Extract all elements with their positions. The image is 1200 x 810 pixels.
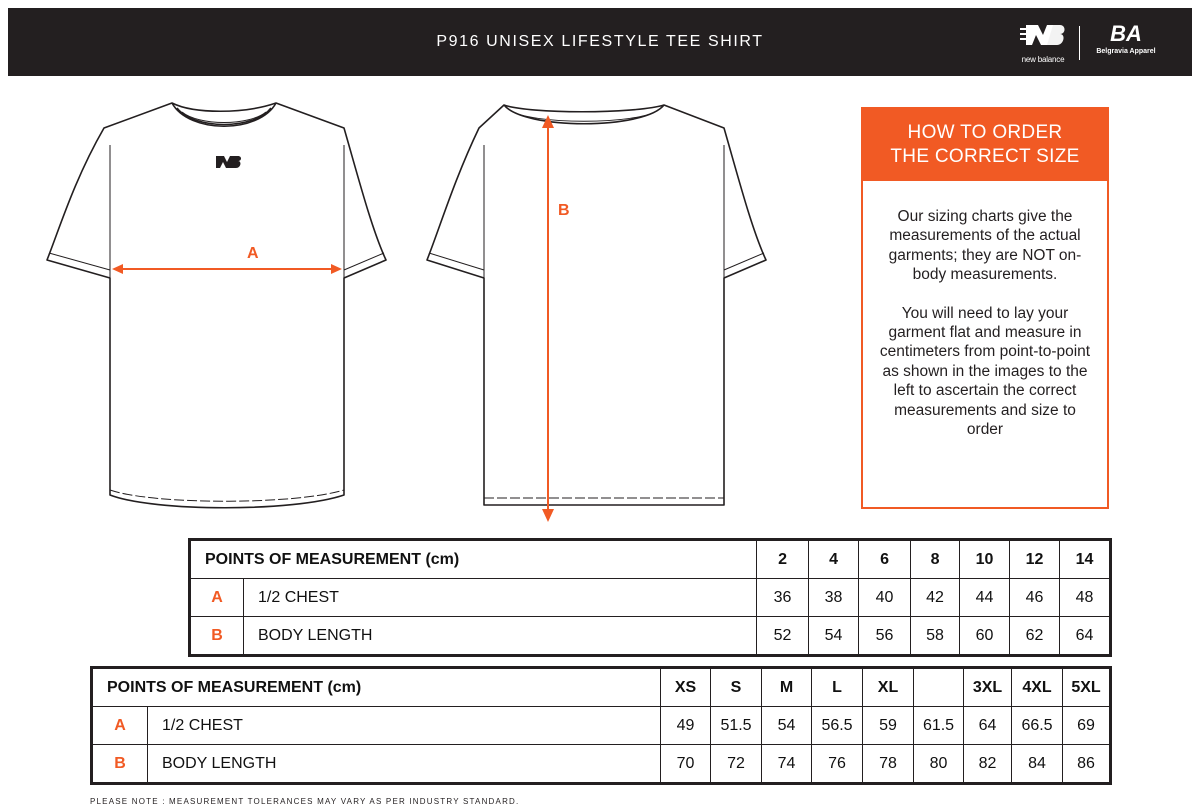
measurement-value: 70 [661,745,711,784]
belgravia-label: Belgravia Apparel [1096,48,1156,55]
measurement-value: 80 [914,745,964,784]
size-table-adult [90,666,1112,785]
measurement-value: 36 [757,579,809,617]
measurement-value: 56 [859,617,911,656]
how-to-order-title-line2: THE CORRECT SIZE [890,146,1080,167]
header-bar [8,8,1192,76]
measurement-name: 1/2 CHEST [244,579,757,617]
measurement-value: 74 [762,745,812,784]
measurement-value: 82 [964,745,1012,784]
measurement-value: 54 [809,617,859,656]
measurement-value: 46 [1010,579,1060,617]
table-row [92,745,1111,784]
new-balance-icon [1020,22,1066,48]
measurement-value: 64 [1060,617,1111,656]
measurement-value: 59 [863,707,914,745]
table-row [92,707,1111,745]
info-paragraph-2: You will need to lay your garment flat and measure in centimeters from point-to-point as shown in the images to the left to ascertain the correct measurements and size to order [879,304,1091,439]
size-header: 4 [809,540,859,579]
measurement-value: 48 [1060,579,1111,617]
size-header: L [812,668,863,707]
size-table-kids [188,538,1112,657]
size-header: 5XL [1063,668,1111,707]
size-header: 10 [960,540,1010,579]
measurement-value: 40 [859,579,911,617]
info-paragraph-1: Our sizing charts give the measurements of the actual garments; they are NOT on-body measurements. [888,208,1082,284]
measurement-value: 76 [812,745,863,784]
size-header [914,668,964,707]
measurement-value: 86 [1063,745,1111,784]
dimension-label-b: B [558,202,570,219]
measurement-value: 58 [911,617,960,656]
measurement-value: 54 [762,707,812,745]
size-header: 3XL [964,668,1012,707]
how-to-order-title [863,109,1107,181]
belgravia-mark: BA [1110,21,1142,46]
size-header: 6 [859,540,911,579]
shirt-back-diagram [424,100,769,525]
table-header-row [92,668,1111,707]
measurement-letter: B [190,617,244,656]
measurement-name: BODY LENGTH [244,617,757,656]
measurement-value: 69 [1063,707,1111,745]
new-balance-label: new balance [1021,55,1065,64]
measurement-value: 64 [964,707,1012,745]
logo-divider [1079,26,1080,60]
how-to-order-title-line1: HOW TO ORDER [907,122,1063,143]
measurement-value: 38 [809,579,859,617]
page-title: P916 UNISEX LIFESTYLE TEE SHIRT [436,33,764,50]
size-header: 12 [1010,540,1060,579]
measurement-value: 49 [661,707,711,745]
measurement-value: 44 [960,579,1010,617]
measurement-letter: B [92,745,148,784]
how-to-order-body [863,181,1107,439]
points-of-measurement-header: POINTS OF MEASUREMENT (cm) [190,540,757,579]
measurement-value: 78 [863,745,914,784]
measurement-value: 72 [711,745,762,784]
size-header: 4XL [1012,668,1063,707]
measurement-name: 1/2 CHEST [148,707,661,745]
measurement-name: BODY LENGTH [148,745,661,784]
tolerance-note: PLEASE NOTE : MEASUREMENT TOLERANCES MAY VARY AS PER INDUSTRY STANDARD. [90,797,520,806]
size-header: 14 [1060,540,1111,579]
measurement-value: 52 [757,617,809,656]
size-header: 8 [911,540,960,579]
how-to-order-box [861,107,1109,509]
measurement-value: 66.5 [1012,707,1063,745]
size-header: XL [863,668,914,707]
size-header: 2 [757,540,809,579]
measurement-value: 56.5 [812,707,863,745]
dimension-label-a: A [247,245,259,262]
measurement-letter: A [190,579,244,617]
table-header-row [190,540,1111,579]
measurement-value: 42 [911,579,960,617]
size-header: M [762,668,812,707]
measurement-value: 84 [1012,745,1063,784]
measurement-letter: A [92,707,148,745]
measurement-value: 51.5 [711,707,762,745]
measurement-value: 62 [1010,617,1060,656]
size-header: S [711,668,762,707]
measurement-value: 61.5 [914,707,964,745]
table-row [190,617,1111,656]
belgravia-logo [1088,22,1164,68]
new-balance-logo [1010,22,1076,68]
shirt-front-diagram [44,100,389,525]
points-of-measurement-header: POINTS OF MEASUREMENT (cm) [92,668,661,707]
table-row [190,579,1111,617]
measurement-value: 60 [960,617,1010,656]
size-header: XS [661,668,711,707]
